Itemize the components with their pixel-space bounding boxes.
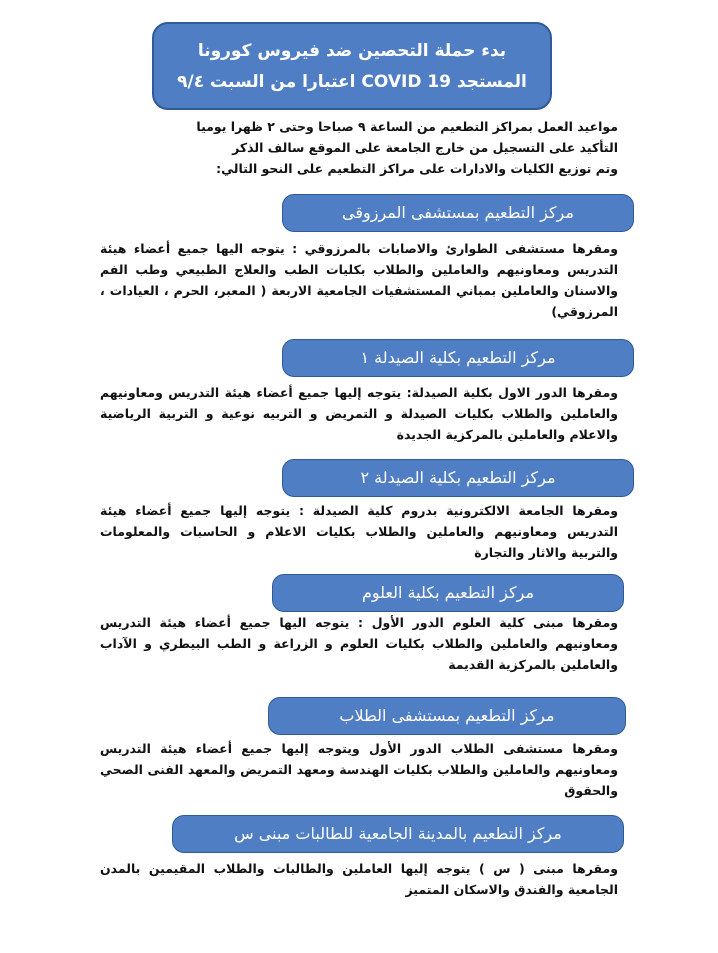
center-heading-science: مركز التطعيم بكلية العلوم	[272, 574, 624, 612]
intro-line-1: مواعيد العمل بمراكز التطعيم من الساعة ٩ صباحا وحتى ٢ ظهرا يوميا	[196, 119, 618, 134]
intro-paragraph	[100, 116, 618, 179]
center-heading-pharmacy-2: مركز التطعيم بكلية الصيدلة ٢	[282, 459, 634, 497]
center-text-pharmacy-1: ومقرها الدور الاول بكلية الصيدلة: يتوجه إليها جميع أعضاء هيئة التدريس ومعاونيهم والعاملين والطلاب بكليات الصيدلة و التمريض و التربيه نوعية و التربية الرياضية والاعلام والعاملين بالمركزية الجديدة	[100, 385, 618, 442]
center-text-female-dorms: ومقرها مبنى ( س ) يتوجه إليها العاملين والطالبات والطلاب المقيمين بالمدن الجامعية والفندق والاسكان المتميز	[100, 861, 618, 897]
center-heading-pharmacy-1: مركز التطعيم بكلية الصيدلة ١	[282, 339, 634, 377]
intro-line-2: التأكيد على التسجيل من خارج الجامعة على الموقع سالف الذكر	[232, 140, 618, 155]
campaign-title-banner	[152, 22, 552, 110]
center-text-science: ومقرها مبنى كلية العلوم الدور الأول : يتوجه اليها جميع أعضاء هيئة التدريس ومعاونيهم والعاملين والطلاب بكليات العلوم و الزراعة و الطب البيطري و الآداب والعاملين بالمركزية القديمة	[100, 615, 618, 672]
title-line-1: بدء حملة التحصين ضد فيروس كورونا	[197, 41, 507, 61]
center-text-students-hospital: ومقرها مستشفى الطلاب الدور الأول ويتوجه إليها جميع أعضاء هيئة التدريس ومعاونيهم والعاملين والطلاب بكليات الهندسة ومعهد التمريض والمعهد الفنى الصحي والحقوق	[100, 741, 618, 798]
title-line-2: المستجد COVID 19 اعتبارا من السبت ٩/٤	[177, 72, 527, 92]
center-text-marzouki: ومقرها مستشفى الطوارئ والاصابات بالمرزوقي : يتوجه اليها جميع أعضاء هيئة التدريس ومعاونيهم والعاملين والطلاب بكليات الطب والعلاج الطبيعي وطب الفم والاسنان والعاملين بمباني المستشفيات الجامعية الاربعة ( المعبر، الحرم ، العيادات ، المرزوقي)	[100, 241, 618, 319]
center-heading-marzouki: مركز التطعيم بمستشفى المرزوقى	[282, 194, 634, 232]
center-heading-female-dorms: مركز التطعيم بالمدينة الجامعية للطالبات مبنى س	[172, 815, 624, 853]
intro-line-3: وتم توزيع الكليات والادارات على مراكز التطعيم على النحو التالي:	[216, 161, 618, 176]
center-heading-students-hospital: مركز التطعيم بمستشفى الطلاب	[268, 697, 626, 735]
center-text-pharmacy-2: ومقرها الجامعة الالكترونية بدروم كلية الصيدلة : يتوجه إليها جميع أعضاء هيئة التدريس ومعاونيهم والعاملين والطلاب بكليات الاعلام و الحاسبات والمعلومات والتربية والاثار والتجارة	[100, 503, 618, 560]
